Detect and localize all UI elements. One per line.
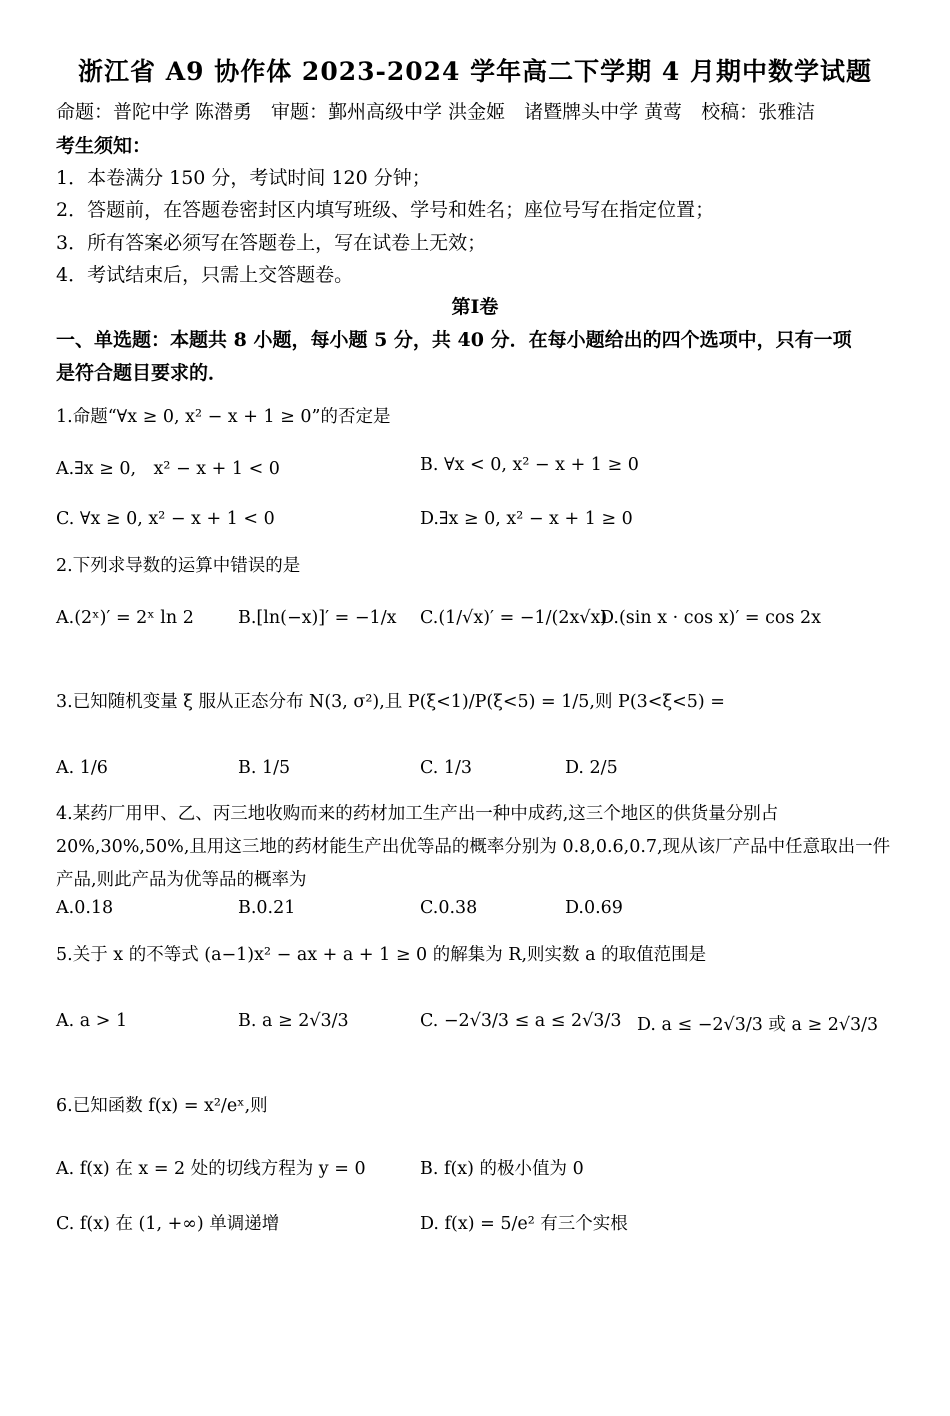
question-6-stem: 6.已知函数 f(x) = x²/eˣ,则 [56,1096,268,1116]
q6-option-c: C. f(x) 在 (1, +∞) 单调递增 [56,1214,280,1234]
question-3-stem: 3.已知随机变量 ξ 服从正态分布 N(3, σ²),且 P(ξ<1)/P(ξ<5) = 1/5,则 P(3<ξ<5) = [56,692,725,712]
part-label: 第Ⅰ卷 [451,296,499,318]
q3-option-d: D. 2/5 [565,758,618,778]
question-5-stem: 5.关于 x 的不等式 (a−1)x² − ax + a + 1 ≥ 0 的解集为 R,则实数 a 的取值范围是 [56,945,707,965]
q1-option-b: B. ∀x < 0, x² − x + 1 ≥ 0 [420,455,639,475]
q3-option-a: A. 1/6 [56,758,108,778]
question-1-stem: 1.命题“∀x ≥ 0, x² − x + 1 ≥ 0”的否定是 [56,407,391,427]
question-4-stem-cont: 20%,30%,50%,且用这三地的药材能生产出优等品的概率分别为 0.8,0.6,0.7,现从该厂产品中任意取出一件 [56,837,891,857]
q6-option-a: A. f(x) 在 x = 2 处的切线方程为 y = 0 [56,1159,366,1179]
q5-option-c: C. −2√3/3 ≤ a ≤ 2√3/3 [420,1011,622,1031]
q2-option-d: D.(sin x · cos x)′ = cos 2x [600,608,821,628]
q2-option-c: C.(1/√x)′ = −1/(2x√x) [420,608,608,628]
q1-option-c: C. ∀x ≥ 0, x² − x + 1 < 0 [56,509,275,529]
q6-option-b: B. f(x) 的极小值为 0 [420,1159,584,1179]
q5-option-d: D. a ≤ −2√3/3 或 a ≥ 2√3/3 [637,1015,879,1035]
section-heading: 一、单选题：本题共 8 小题，每小题 5 分，共 40 分．在每小题给出的四个选项中，只有一项 [56,329,852,351]
q3-option-c: C. 1/3 [420,758,473,778]
q5-option-b: B. a ≥ 2√3/3 [238,1011,349,1031]
q1-option-d: D.∃x ≥ 0, x² − x + 1 ≥ 0 [420,509,633,529]
section-heading-cont: 是符合题目要求的． [56,362,228,384]
q4-option-b: B.0.21 [238,898,296,918]
q2-option-a: A.(2ˣ)′ = 2ˣ ln 2 [56,608,194,628]
notice-title: 考生须知： [56,135,152,157]
notice-item: 4．考试结束后，只需上交答题卷。 [56,264,354,286]
question-4-stem: 4.某药厂用甲、乙、丙三地收购而来的药材加工生产出一种中成药,这三个地区的供货量分别占 [56,804,779,824]
question-2-stem: 2.下列求导数的运算中错误的是 [56,556,301,576]
question-4-stem-cont: 产品,则此产品为优等品的概率为 [56,870,307,890]
q4-option-c: C.0.38 [420,898,478,918]
q3-option-b: B. 1/5 [238,758,291,778]
q5-option-a: A. a > 1 [56,1011,128,1031]
q2-option-b: B.[ln(−x)]′ = −1/x [238,608,397,628]
notice-item: 3．所有答案必须写在答题卷上，写在试卷上无效； [56,232,487,254]
q4-option-a: A.0.18 [56,898,114,918]
q1-option-a: A.∃x ≥ 0, x² − x + 1 < 0 [56,459,280,479]
q6-option-d: D. f(x) = 5/e² 有三个实根 [420,1214,628,1234]
notice-item: 2．答题前，在答题卷密封区内填写班级、学号和姓名；座位号写在指定位置； [56,199,715,221]
credits-line: 命题：普陀中学 陈潜勇 审题：鄞州高级中学 洪金姬 诸暨牌头中学 黄莺 校稿：张雅洁 [56,101,816,123]
exam-title: 浙江省 A9 协作体 2023-2024 学年高二下学期 4 月期中数学试题 [78,57,872,86]
q4-option-d: D.0.69 [565,898,623,918]
notice-item: 1．本卷满分 150 分，考试时间 120 分钟； [56,167,431,189]
